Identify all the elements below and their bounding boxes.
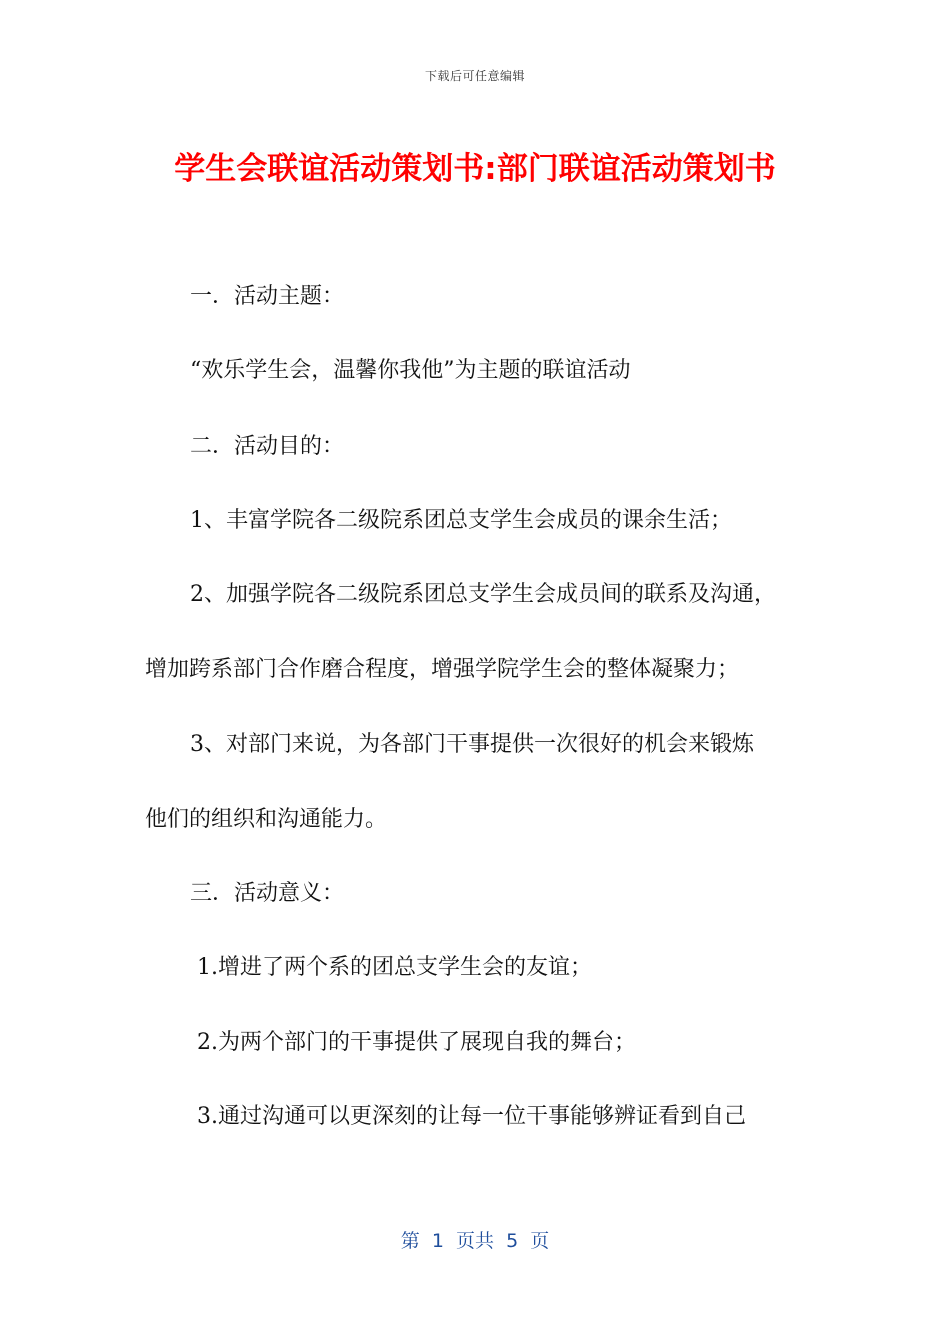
paragraph-purpose-2-line-2: 增加跨系部门合作磨合程度，增强学院学生会的整体凝聚力； bbox=[145, 657, 740, 682]
paragraph-significance-2: 2.为两个部门的干事提供了展现自我的舞台； bbox=[197, 1030, 636, 1055]
paragraph-purpose-3-line-2: 他们的组织和沟通能力。 bbox=[145, 807, 388, 832]
paragraph-purpose-1: 1、丰富学院各二级院系团总支学生会成员的课余生活； bbox=[190, 508, 732, 533]
paragraph-significance-1: 1.增进了两个系的团总支学生会的友谊； bbox=[197, 955, 592, 980]
paragraph-purpose-3-line-1: 3、对部门来说，为各部门干事提供一次很好的机会来锻炼 bbox=[190, 732, 754, 757]
section-heading-purpose: 二．活动目的： bbox=[190, 434, 345, 459]
paragraph-theme: “欢乐学生会，温馨你我他”为主题的联谊活动 bbox=[190, 358, 631, 383]
page-footer: 第 1 页共 5 页 bbox=[400, 1230, 550, 1252]
section-heading-theme: 一．活动主题： bbox=[190, 284, 345, 309]
section-heading-significance: 三．活动意义： bbox=[190, 881, 345, 906]
document-title: 学生会联谊活动策划书:部门联谊活动策划书 bbox=[174, 151, 776, 187]
paragraph-purpose-2-line-1: 2、加强学院各二级院系团总支学生会成员间的联系及沟通， bbox=[190, 582, 776, 607]
paragraph-significance-3: 3.通过沟通可以更深刻的让每一位干事能够辨证看到自己 bbox=[197, 1104, 746, 1129]
page-header: 下载后可任意编辑 bbox=[424, 69, 525, 83]
